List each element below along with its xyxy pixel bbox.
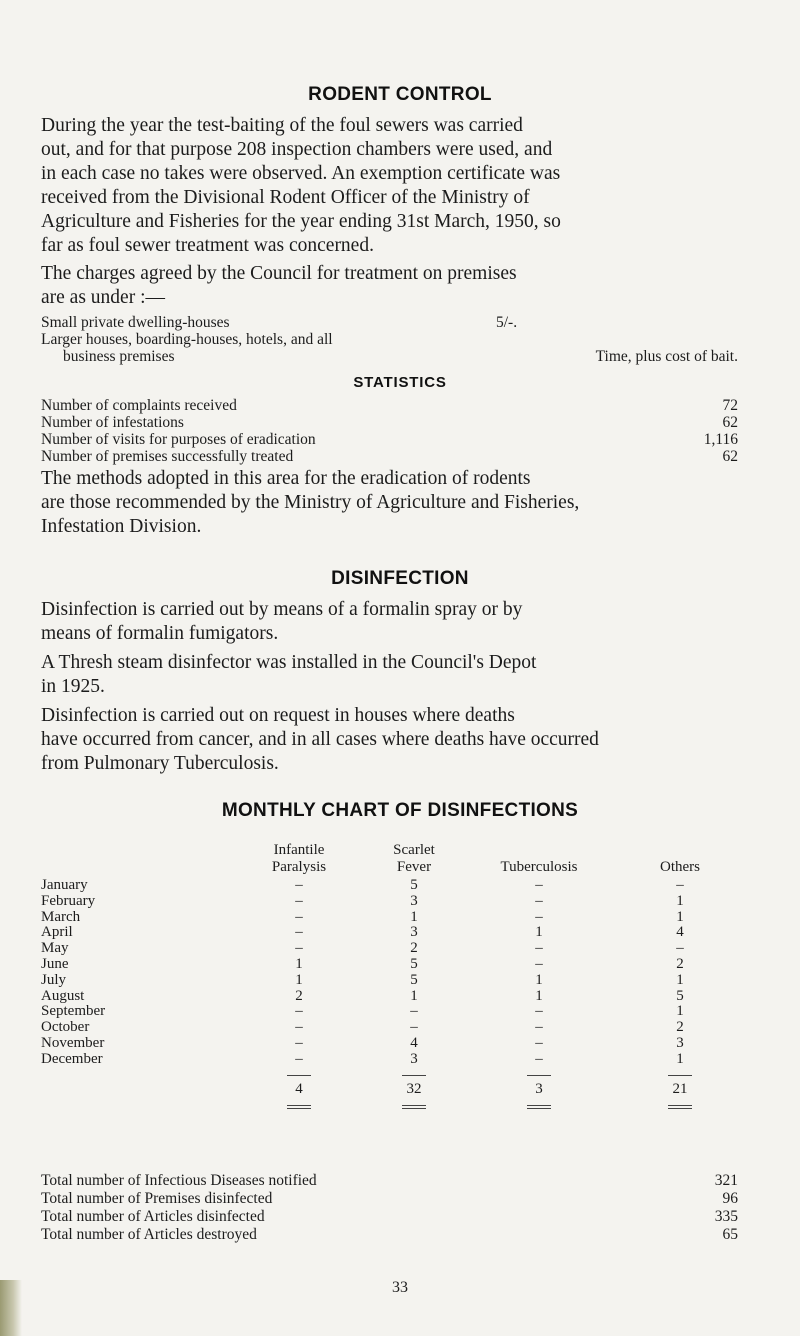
table-cell: 1	[676, 1050, 684, 1067]
total-rule-top	[527, 1075, 551, 1076]
summary-label: Total number of Premises disinfected	[41, 1190, 273, 1207]
stat-value: 62	[722, 448, 738, 465]
stat-label: Number of infestations	[41, 414, 184, 431]
rodent-paragraph-2: The charges agreed by the Council for treatment on premises are as under :—	[41, 263, 517, 308]
table-cell: 3	[410, 924, 418, 941]
summary-label: Total number of Articles destroyed	[41, 1226, 257, 1243]
table-cell: 2	[676, 956, 684, 972]
table-cell: –	[535, 892, 543, 909]
table-cell: 2	[295, 987, 303, 1004]
column-header-line2: Paralysis	[271, 859, 327, 875]
column-header-line2: Fever	[396, 859, 432, 875]
table-cell: –	[295, 1050, 303, 1067]
summary-value: 335	[714, 1208, 738, 1225]
rodent-paragraph-3: The methods adopted in this area for the eradication of rodents are those recommended by the Ministry of Agriculture and Fisheries, Infestation Division.	[41, 468, 580, 537]
stat-label: Number of visits for purposes of eradication	[41, 431, 316, 448]
stat-value: 62	[722, 414, 738, 431]
summary-value: 96	[722, 1190, 738, 1207]
table-cell: 1	[535, 971, 543, 988]
total-rule-top	[668, 1075, 692, 1076]
total-double-rule	[402, 1105, 426, 1106]
table-cell: –	[410, 1003, 418, 1020]
table-cell: 1	[295, 956, 303, 972]
disinfection-paragraph-3: Disinfection is carried out on request in houses where deaths have occurred from cancer, and in all cases where deaths have occurred from Pulmonary Tuberculosis.	[41, 705, 599, 774]
month-label: September	[41, 1003, 106, 1020]
column-header-line2: Tuberculosis	[500, 859, 578, 875]
table-cell: –	[295, 1035, 303, 1051]
charge-value-time-plus-bait: Time, plus cost of bait.	[595, 348, 738, 365]
total-rule-top	[402, 1075, 426, 1076]
disinfection-paragraph-1: Disinfection is carried out by means of a formalin spray or by means of formalin fumigators.	[41, 599, 523, 644]
table-cell: 4	[676, 924, 684, 941]
rodent-control-heading: RODENT CONTROL	[308, 84, 492, 105]
disinfection-heading: DISINFECTION	[331, 568, 469, 589]
month-label: January	[41, 877, 88, 893]
total-rule-top	[287, 1075, 311, 1076]
table-cell: 2	[676, 1019, 684, 1036]
stat-label: Number of premises successfully treated	[41, 448, 294, 465]
month-label: December	[41, 1050, 103, 1067]
stat-label: Number of complaints received	[41, 397, 237, 414]
charge-label-small-houses: Small private dwelling-houses	[41, 314, 230, 331]
table-cell: 5	[410, 956, 418, 972]
table-cell: 5	[410, 971, 418, 988]
table-cell: –	[295, 924, 303, 941]
table-cell: –	[535, 940, 543, 957]
table-cell: 3	[676, 1035, 684, 1051]
table-cell: –	[535, 1050, 543, 1067]
table-cell: 5	[676, 987, 684, 1004]
total-double-rule	[402, 1108, 426, 1109]
charge-label-business-premises: business premises	[63, 348, 175, 365]
total-double-rule	[287, 1108, 311, 1109]
column-header-line1: Infantile	[273, 842, 325, 858]
summary-value: 65	[722, 1226, 738, 1243]
column-total: 3	[535, 1080, 543, 1097]
column-header-line2: Others	[660, 859, 700, 875]
disinfection-paragraph-2: A Thresh steam disinfector was installed in the Council's Depot in 1925.	[41, 652, 537, 697]
table-cell: 2	[410, 940, 418, 957]
total-double-rule	[668, 1108, 692, 1109]
table-cell: –	[535, 956, 543, 972]
month-label: October	[41, 1019, 90, 1036]
table-cell: 5	[410, 877, 418, 893]
total-double-rule	[527, 1105, 551, 1106]
month-label: March	[41, 908, 81, 925]
table-cell: 1	[676, 1003, 684, 1020]
summary-label: Total number of Infectious Diseases notified	[41, 1172, 317, 1189]
column-total: 21	[672, 1080, 688, 1097]
table-cell: 1	[676, 971, 684, 988]
summary-label: Total number of Articles disinfected	[41, 1208, 265, 1225]
monthly-chart-heading: MONTHLY CHART OF DISINFECTIONS	[221, 800, 579, 821]
table-cell: –	[535, 877, 543, 893]
table-cell: –	[676, 877, 684, 893]
table-cell: 3	[410, 892, 418, 909]
table-cell: –	[295, 1003, 303, 1020]
table-cell: 1	[410, 908, 418, 925]
month-label: April	[41, 924, 73, 941]
total-double-rule	[287, 1105, 311, 1106]
month-label: November	[41, 1035, 105, 1051]
table-cell: 1	[676, 892, 684, 909]
page-edge-shadow	[0, 1280, 22, 1336]
table-cell: 1	[535, 987, 543, 1004]
statistics-heading: STATISTICS	[353, 374, 447, 391]
month-label: May	[41, 940, 69, 957]
table-cell: –	[295, 908, 303, 925]
table-cell: –	[535, 1003, 543, 1020]
column-total: 4	[295, 1080, 303, 1097]
table-cell: 3	[410, 1050, 418, 1067]
charge-label-larger-houses: Larger houses, boarding-houses, hotels, and all	[41, 331, 333, 348]
table-cell: 1	[535, 924, 543, 941]
total-double-rule	[527, 1108, 551, 1109]
month-label: February	[41, 892, 96, 909]
rodent-paragraph-1: During the year the test-baiting of the foul sewers was carried out, and for that purpose 208 inspection chambers were used, and in each case no takes were observed. An exemption certificate was received from the Divisional Rodent Officer of the Ministry of Agriculture and Fisheries for the year ending 31st March, 1950, so far as foul sewer treatment was concerned.	[41, 115, 561, 256]
table-cell: 4	[410, 1035, 418, 1051]
month-label: July	[41, 971, 67, 988]
table-cell: 1	[295, 971, 303, 988]
summary-value: 321	[714, 1172, 738, 1189]
table-cell: –	[295, 940, 303, 957]
column-header-line1: Scarlet	[393, 842, 435, 858]
month-label: June	[41, 956, 69, 972]
stat-value: 72	[722, 397, 738, 414]
table-cell: –	[295, 877, 303, 893]
table-cell: –	[676, 940, 684, 957]
table-cell: 1	[676, 908, 684, 925]
table-cell: –	[535, 1019, 543, 1036]
table-cell: –	[410, 1019, 418, 1036]
table-cell: –	[295, 1019, 303, 1036]
page-number: 33	[392, 1279, 408, 1296]
total-double-rule	[668, 1105, 692, 1106]
table-cell: 1	[410, 987, 418, 1004]
charge-value-small-houses: 5/-.	[496, 314, 518, 331]
table-cell: –	[295, 892, 303, 909]
stat-value: 1,116	[703, 431, 738, 448]
table-cell: –	[535, 1035, 543, 1051]
month-label: August	[41, 987, 85, 1004]
table-cell: –	[535, 908, 543, 925]
column-total: 32	[406, 1080, 422, 1097]
